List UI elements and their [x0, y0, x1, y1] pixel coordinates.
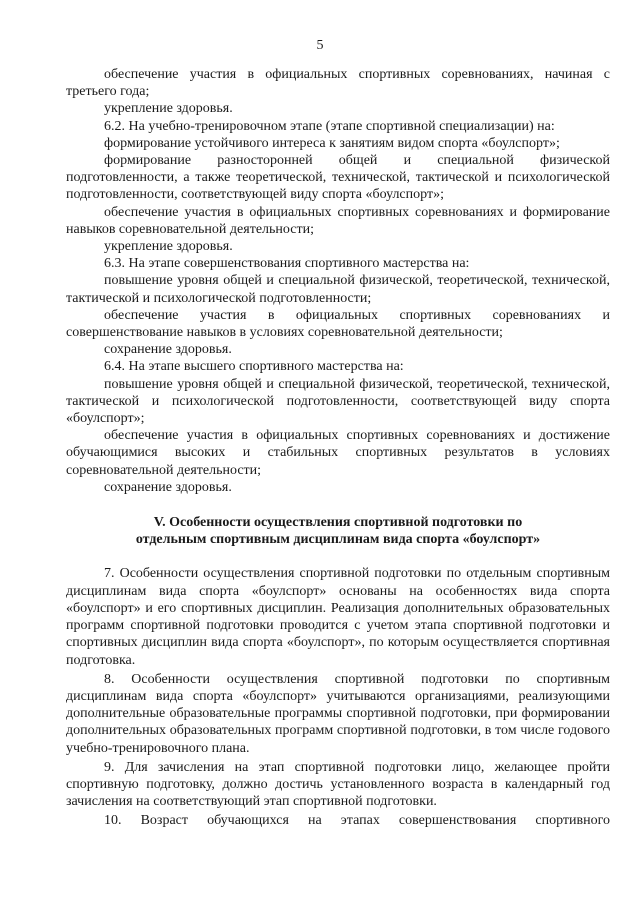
- paragraph: 6.3. На этапе совершенствования спортивного мастерства на:: [104, 256, 470, 272]
- section-heading-line: отдельным спортивным дисциплинам вида спорта «боулспорт»: [135, 532, 541, 548]
- paragraph: 6.2. На учебно-тренировочном этапе (этапе спортивной специализации) на:: [104, 118, 555, 134]
- paragraph: 8. Особенности осуществления спортивной подготовки по спортивным дисциплинам вида спорта «боулспорт» учитываются организациями, реализующими дополнительные образовательные программы спортивной подготовки, при формировании дополнительных образовательных программ спортивной подготовки, в том числе годового учебно-тренировочного плана.: [66, 671, 610, 756]
- paragraph: формирование разносторонней общей и специальной физической подготовленности, а также теоретической, технической, тактической и психологической подготовленности, соответствующей виду спорта «боулспорт»;: [66, 153, 610, 203]
- section-heading-line: V. Особенности осуществления спортивной подготовки по: [153, 515, 523, 531]
- paragraph: 7. Особенности осуществления спортивной подготовки по отдельным спортивным дисциплинам вида спорта «боулспорт» основаны на особенностях вида спорта «боулспорт» и его спортивных дисциплин. Реализация дополнительных образовательных программ спортивной подготовки проводится с учетом этапа спортивной подготовки и спортивных дисциплин вида спорта «боулспорт», по которым осуществляется спортивная подготовка.: [66, 566, 610, 668]
- paragraph: повышение уровня общей и специальной физической, теоретической, технической, тактической и психологической подготовленности;: [66, 273, 610, 306]
- paragraph: 10. Возраст обучающихся на этапах совершенствования спортивного: [104, 813, 610, 829]
- page-number: 5: [316, 38, 324, 53]
- paragraph: укрепление здоровья.: [104, 239, 233, 255]
- paragraph: 9. Для зачисления на этап спортивной подготовки лицо, желающее пройти спортивную подготовку, должно достичь установленного возраста в календарный год зачисления на соответствующий этап спортивной подготовки.: [66, 759, 610, 810]
- paragraph: формирование устойчивого интереса к занятиям видом спорта «боулспорт»;: [104, 135, 560, 151]
- paragraph: обеспечение участия в официальных спортивных соревнованиях и формирование навыков соревновательной деятельности;: [66, 204, 610, 237]
- paragraph: укрепление здоровья.: [104, 101, 233, 117]
- paragraph: сохранение здоровья.: [104, 342, 232, 358]
- paragraph: повышение уровня общей и специальной физической, теоретической, технической, тактической и психологической подготовленности, соответствующей виду спорта «боулспорт»;: [66, 376, 610, 427]
- section-body: [66, 565, 610, 829]
- document-body: [66, 66, 610, 832]
- paragraph: обеспечение участия в официальных спортивных соревнованиях и достижение обучающимися высоких и стабильных спортивных результатов в условиях соревновательной деятельности;: [66, 428, 610, 478]
- paragraph: обеспечение участия в официальных спортивных соревнованиях и совершенствование навыков в условиях соревновательной деятельности;: [66, 307, 610, 341]
- section-heading: [66, 514, 610, 548]
- paragraph: обеспечение участия в официальных спортивных соревнованиях, начиная с третьего года;: [66, 67, 610, 100]
- paragraph: сохранение здоровья.: [104, 479, 232, 495]
- paragraph: 6.4. На этапе высшего спортивного мастерства на:: [104, 359, 404, 375]
- goals-list: [66, 66, 610, 496]
